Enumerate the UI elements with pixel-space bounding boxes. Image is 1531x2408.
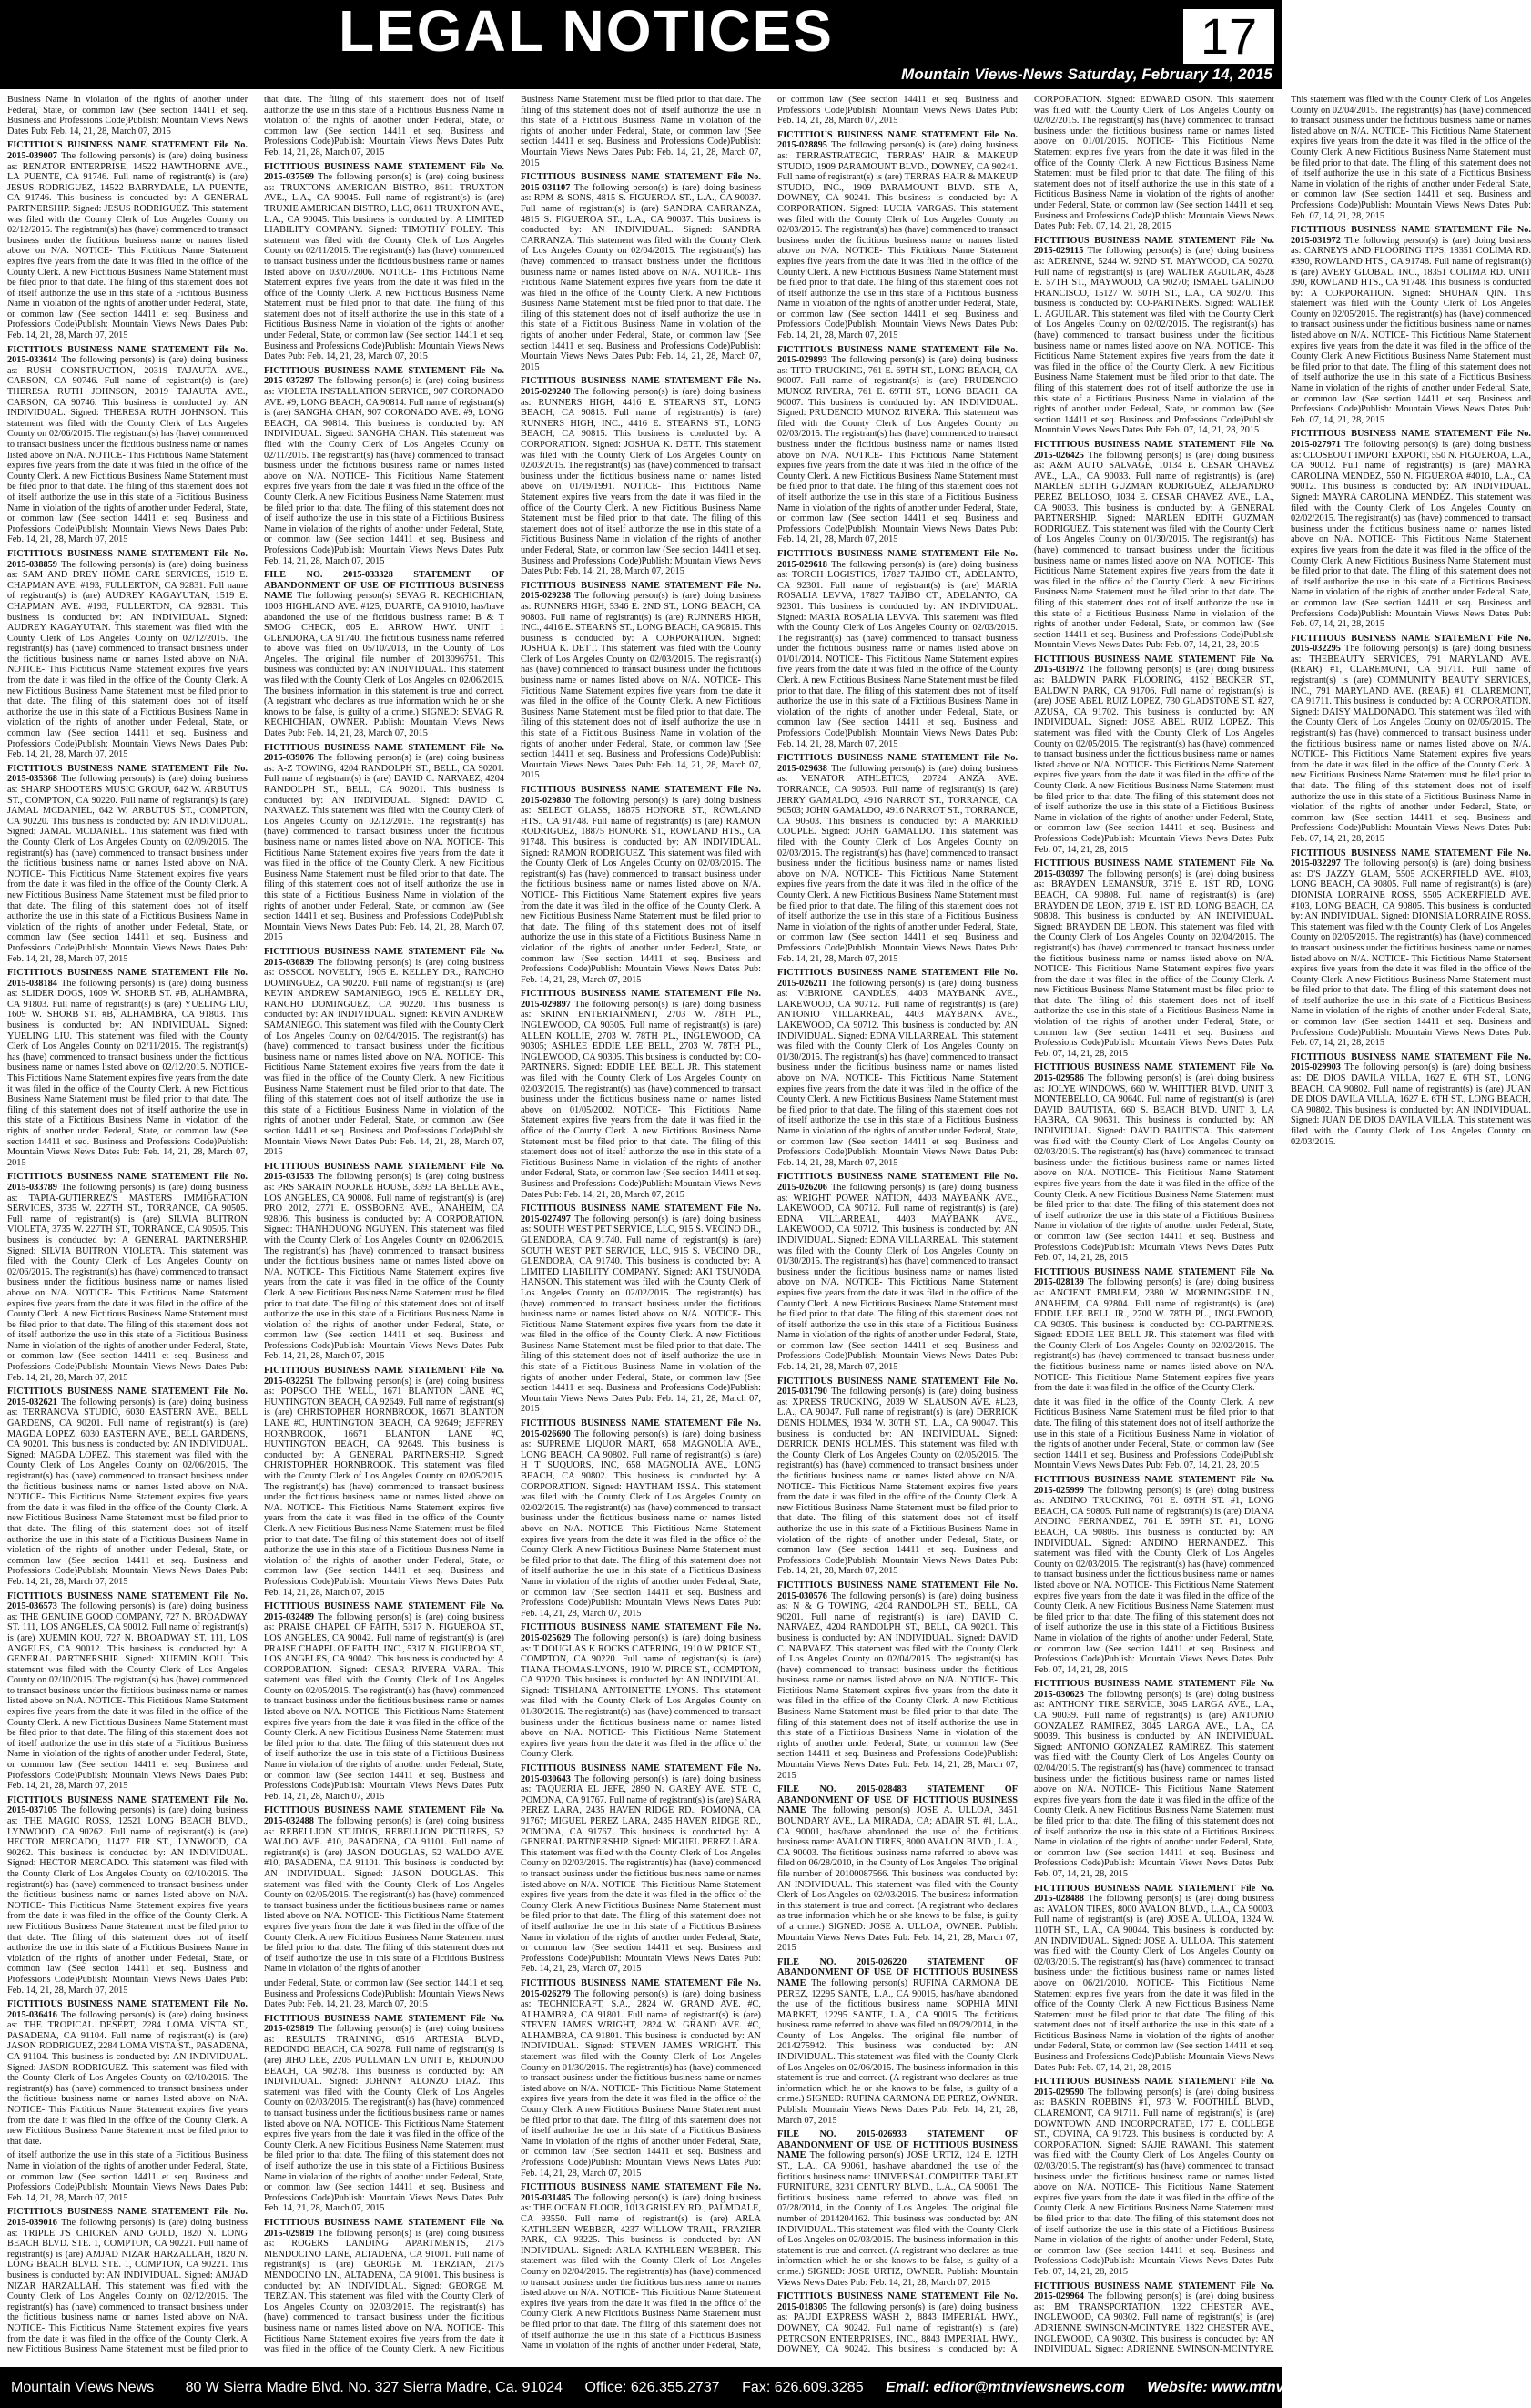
notice-heading: FICTITIOUS BUSINESS NAME STATEMENT File No. 2015-026211 [777, 968, 1018, 989]
notice-text [7, 1172, 248, 1383]
notice-heading: FICTITIOUS BUSINESS NAME STATEMENT File No. 2015-026206 [777, 1172, 1018, 1193]
notice-heading: FICTITIOUS BUSINESS NAME STATEMENT File No. 2015-028139 [1034, 1266, 1274, 1288]
notice-text [1034, 655, 1274, 855]
legal-notice [777, 1172, 1018, 1372]
notice-body: The following person(s) is (are) doing business as: SUPREME LIQUOR MART, 658 MAGNOLIA AVE., LONG BEACH, CA 90802. Full name of registrant(s) is (are) H T SUQUORS, INC, 658 MAGNOLIA AVE., LONG BEACH, CA 90802. This business is conducted by: A CORPORATION. Signed: HAYTHAM ISSA. This statement was filed with the County Clerk of Los Angeles County on 02/02/2015. The registrant(s) has (have) commenced to transact business under the fictitious business name or names listed above on N/A. NOTICE- This Fictitious Name Statement expires five years from the date it was filed in the office of the County Clerk. A new Fictitious Business Name Statement must be filed prior to that date. The filing of this statement does not of itself authorize the use in this state of a Fictitious Business Name in violation of the rights of another under Federal, State, or common law (See section 14411 et seq. Business and Professions Code)Publish: Mountain Views News Dates Pub: Feb. 14, 21, 28, March 07, 2015 [521, 1428, 761, 1619]
legal-notice [264, 1601, 504, 1802]
notice-heading: FICTITIOUS BUSINESS NAME STATEMENT File No. 2015-026279 [521, 1977, 761, 1999]
notice-heading: FICTITIOUS BUSINESS NAME STATEMENT File No. 2015-033789 [7, 1172, 248, 1193]
notice-text [777, 1580, 1018, 1781]
notice-text [264, 366, 504, 566]
legal-notice [521, 172, 761, 372]
notice-text [521, 785, 761, 985]
footer-office-phone: Office: 626.355.2737 [584, 2380, 720, 2395]
notice-heading: FICTITIOUS BUSINESS NAME STATEMENT File No. 2015-026690 [521, 1418, 761, 1439]
notice-heading: FICTITIOUS BUSINESS NAME STATEMENT File No. 2015-031485 [521, 2182, 761, 2203]
legal-notice [1291, 1052, 1531, 1147]
notice-body: Business Name in violation of the rights of another under Federal, State, or common law (See section 14411 et seq. Business and Professions Code)Publish: Mountain Views News Dates Pub: Feb. 14, 21, 28, March 07, 2015 [7, 95, 248, 137]
legal-notice [7, 140, 248, 340]
notice-body: The following person(s) is (are) doing business as: ROGERS LANDING APARTMENTS, 2175 MENDOCINO LANE, ALTADENA, CA 91001. Full name of registrant(s) is (are) GEORGE M. TERZIAN, 2175 MENDOCINO LN., ALTADENA, CA 91001. This business is conducted by: AN INDIVIDUAL. Signed: GEORGE M. TERZIAN. This statement was filed with the County Clerk of Los Angeles County on 02/03/2015. The registrant(s) has (have) commenced to transact business under the fictitious business name or names listed above on N/A. NOTICE- This Fictitious Name Statement expires five years from the date it was filed in the office of the County Clerk. A new Fictitious Business Name Statement must be filed prior to that date. The filing of this statement does not of itself authorize the use in this state of a Fictitious Business Name in violation of the rights of another under Federal, State, or common law (See section 14411 et seq. Business and Professions Code)Publish: Mountain Views News Dates Pub: Feb. 14, 21, 28, March 07, 2015 [264, 95, 761, 2355]
notice-body: The following person(s) is (are) doing business as: VENATOR ATHLETICS, 20724 ANZA AVE. TORRANCE, CA 90503. Full name of registrant(s) is (are) JERRY GAMALDO, 4916 NARROT ST., TORRANCE, CA 90503; JOHN GAMALDO, 4916 NARROT ST., TORRANCE, CA 90503. This business is conducted by: A MARRIED COUPLE. Signed: JOHN GAMALDO. This statement was filed with the County Clerk of Los Angeles County on 02/03/2015. The registrant(s) has (have) commenced to transact business under the fictitious business name or names listed above on N/A. NOTICE- This Fictitious Name Statement expires five years from the date it was filed in the office of the County Clerk. A new Fictitious Business Name Statement must be filed prior to that date. The filing of this statement does not of itself authorize the use in this state of a Fictitious Business Name in violation of the rights of another under Federal, State, or common law (See section 14411 et seq. Business and Professions Code)Publish: Mountain Views News Dates Pub: Feb. 14, 21, 28, March 07, 2015 [777, 763, 1018, 964]
notice-body: The following person(s) is (are) doing business as: ANCIENT EMBLEM, 2380 W. MORNINGSIDE LN., ANAHEIM, CA 92804. Full name of registrant(s) is (are) EDDIE LEE BELL JR., 2700 W. 78TH PL., INGLEWOOD, CA 90305. This business is conducted by: CO-PARTNERS. Signed: EDDIE LEE BELL JR. This statement was filed with the County Clerk of Los Angeles County on 02/02/2015. The registrant(s) has (have) commenced to transact business under the fictitious business name or names listed above on N/A. NOTICE- This Fictitious Name Statement expires five years from the date it was filed in the office of the County Clerk. [1034, 1277, 1274, 1394]
notice-text [1291, 1052, 1531, 1147]
notice-heading: FICTITIOUS BUSINESS NAME STATEMENT File No. 2015-018305 [777, 2291, 1018, 2312]
notice-body: The following person(s) is (are) doing business as: AVALON TIRES, 8000 AVALON BLVD., L.A., CA 90003. Full name of registrant(s) is (are) JOSE A. ULLOA, 1324 W. 110TH ST., L.A., CA 90044. This business is conducted by: AN INDIVIDUAL. Signed: JOSE A. ULLOA. This statement was filed with the County Clerk of Los Angeles County on 02/03/2015. The registrant(s) has (have) commenced to transact business under the fictitious business name or names listed above on 06/21/2010. NOTICE- This Fictitious Name Statement expires five years from the date it was filed in the office of the County Clerk. A new Fictitious Business Name Statement must be filed prior to that date. The filing of this statement does not of itself authorize the use in this state of a Fictitious Business Name in violation of the rights of another under Federal, State, or common law (See section 14411 et seq. Business and Professions Code)Publish: Mountain Views News Dates Pub: Feb. 07, 14, 21, 28, 2015 [1034, 1894, 1274, 2073]
notice-heading: FICTITIOUS BUSINESS NAME STATEMENT File No. 2015-032621 [7, 1387, 248, 1407]
notice-body: The following person(s) is (are) doing business as: ANTHONY TIRE SERVICE, 3045 LARGA AVE., L.A., CA 90039. Full name of registrant(s) is (are) ANTONIO GONZALEZ RAMIREZ, 3045 LARGA AVE., L.A., CA 90039. This business is conducted by: AN INDIVIDUAL. Signed: ANTONIO GONZALEZ RAMIREZ. This statement was filed with the County Clerk of Los Angeles County on 02/04/2015. The registrant(s) has (have) commenced to transact business under the fictitious business name or names listed above on N/A. NOTICE- This Fictitious Name Statement expires five years from the date it was filed in the office of the County Clerk. A new Fictitious Business Name Statement must be filed prior to that date. The filing of this statement does not of itself authorize the use in this state of a Fictitious Business Name in violation of the rights of another under Federal, State, or common law (See section 14411 et seq. Business and Professions Code)Publish: Mountain Views News Dates Pub: Feb. 07, 14, 21, 28, 2015 [1034, 1689, 1274, 1879]
notice-body: The following person(s) is (are) doing business as: A&M AUTO SALVAGE, 10134 E. CESAR CHAVEZ AVE., L.A., CA 90033. Full name of registrant(s) is (are) MARLEN EDITH GUZMAN RODRIGUEZ, ALEJANDRO PEREZ BELLOSO, 1034 E. CESAR CHAVEZ AVE., L.A., CA 90033. This business is conducted by: A GENERAL PARTNERSHIP. Signed: MARLEN EDITH GUZMAN RODRIGUEZ. This statement was filed with the County Clerk of Los Angeles County on 01/30/2015. The registrant(s) has (have) commenced to transact business under the fictitious business name or names listed above on N/A. NOTICE- This Fictitious Name Statement expires five years from the date it was filed in the office of the County Clerk. A new Fictitious Business Name Statement must be filed prior to that date. The filing of this statement does not of itself authorize the use in this state of a Fictitious Business Name in violation of the rights of another under Federal, State, or common law (See section 14411 et seq. Business and Professions Code)Publish: Mountain Views News Dates Pub: Feb. 07, 14, 21, 28, 2015 [1034, 450, 1274, 651]
notice-text [777, 2129, 1018, 2288]
notice-body: The following person(s) is (are) doing business as: THE GENUINE GOOD COMPANY, 727 N. BROADWAY ST. 111, LOS ANGELES, CA 90012. Full name of registrant(s) is (are) XUEMIN KOU, 727 N. BROADWAY ST. 111, LOS ANGELES, CA 90012. This business is conducted by: A GENERAL PARTNERSHIP. Signed: XUEMIN KOU. This statement was filed with the County Clerk of Los Angeles County on 02/10/2015. The registrant(s) has (have) commenced to transact business under the fictitious business name or names listed above on N/A. NOTICE- This Fictitious Name Statement expires five years from the date it was filed in the office of the County Clerk. A new Fictitious Business Name Statement must be filed prior to that date. The filing of this statement does not of itself authorize the use in this state of a Fictitious Business Name in violation of the rights of another under Federal, State, or common law (See section 14411 et seq. Business and Professions Code)Publish: Mountain Views News Dates Pub: Feb. 14, 21, 28, March 07, 2015 [7, 1601, 248, 1792]
notice-text [1291, 848, 1531, 1049]
legal-notice [777, 1377, 1018, 1577]
legal-notice [7, 345, 248, 545]
notice-heading: FICTITIOUS BUSINESS NAME STATEMENT File No. 2015-030643 [521, 1763, 761, 1784]
notice-body: The following person(s) is (are) doing business as: BASKIN ROBBINS #1, 973 W. FOOTHILL BLVD., CLAREMONT, CA 91711. Full name of registrant(s) is (are) DOWNTOWN AND INCORPORATED, 177 E. COLLEGE ST., COVINA, CA 91723. This business is conducted by: A CORPORATION. Signed: SAJIE RAWANI. This statement was filed with the County Clerk of Los Angeles County on 02/03/2015. The registrant(s) has (have) commenced to transact business under the fictitious business name or names listed above on N/A. NOTICE- This Fictitious Name Statement expires five years from the date it was filed in the office of the County Clerk. A new Fictitious Business Name Statement must be filed prior to that date. The filing of this statement does not of itself authorize the use in this state of a Fictitious Business Name in violation of the rights of another under Federal, State, or common law (See section 14411 et seq. Business and Professions Code)Publish: Mountain Views News Dates Pub: Feb. 07, 14, 21, 28, 2015 [1034, 2087, 1274, 2277]
notice-heading: FICTITIOUS BUSINESS NAME STATEMENT File No. 2015-031790 [777, 1376, 1018, 1397]
notice-body: The following person(s) is (are) doing business as: THE TROPICAL DESERT, 2284 LOMA VISTA ST., PASADENA, CA 91104. Full name of registrant(s) is (are) JASON RODRIGUEZ, 2284 LOMA VISTA ST., PASADENA, CA 91104. This business is conducted by: AN INDIVIDUAL. Signed: JASON RODRIGUEZ. This statement was filed with the County Clerk of Los Angeles County on 02/10/2015. The registrant(s) has (have) commenced to transact business under the fictitious business name or names listed above on N/A. NOTICE- This Fictitious Name Statement expires five years from the date it was filed in the office of the County Clerk. A new Fictitious Business Name Statement must be filed prior to that date. [7, 2009, 248, 2147]
notice-heading: FICTITIOUS BUSINESS NAME STATEMENT File No. 2015-037105 [7, 1794, 248, 1816]
notice-body: The following person(s) is (are) doing business as: REBELLION STUDIOS, REBELLION PICTURES, 52 WALDO AVE. #10, PASADENA, CA 91101. Full name of registrant(s) is (are) JASON DOUGLAS, 52 WALDO AVE. #10, PASADENA, CA 91101. This business is conducted by: AN INDIVIDUAL. Signed: JASON DOUGLAS. This statement was filed with the County Clerk of Los Angeles County on 02/05/2015. The registrant(s) has (have) commenced to transact business under the fictitious business name or names listed above on N/A. NOTICE- This Fictitious Name Statement expires five years from the date it was filed in the office of the County Clerk. A new Fictitious Business Name Statement must be filed prior to that date. The filing of this statement does not of itself authorize the use in this state of a Fictitious Business Name in violation of the rights of another [264, 1816, 504, 1975]
notice-body: The following person(s) is (are) doing business as: N & G TOWING, 4204 RANDOLPH ST., BELL, CA 90201. Full name of registrant(s) is (are) DAVID C. NARVAEZ, 4204 RANDOLPH ST., BELL, CA 90201. This business is conducted by: AN INDIVIDUAL. Signed: DAVID C. NARVAEZ. This statement was filed with the County Clerk of Los Angeles County on 02/04/2015. The registrant(s) has (have) commenced to transact business under the fictitious business name or names listed above on N/A. NOTICE- This Fictitious Name Statement expires five years from the date it was filed in the office of the County Clerk. A new Fictitious Business Name Statement must be filed prior to that date. The filing of this statement does not of itself authorize the use in this state of a Fictitious Business Name in violation of the rights of another under Federal, State, or common law (See section 14411 et seq. Business and Professions Code)Publish: Mountain Views News Dates Pub: Feb. 14, 21, 28, March 07, 2015 [777, 1590, 1018, 1781]
notice-text [1034, 236, 1274, 436]
notice-text [264, 570, 504, 739]
notice-text [777, 753, 1018, 964]
notice-body: of itself authorize the use in this state of a Fictitious Business Name in violation of the rights of another under Federal, State, or common law (See section 14411 et seq. Business and Professions Code)Publish: Mountain Views News Dates Pub: Feb. 14, 21, 28, March 07, 2015 [7, 2150, 248, 2203]
notice-text [264, 743, 504, 943]
notice-heading: FILE NO. 2015-033328 STATEMENT OF ABANDONMENT OF USE OF FICTITIOUS BUSINESS NAME [264, 570, 504, 602]
notice-body: The following person(s) is (are) doing business as: POPSOO THE WELL, 1671 BLANTON LANE #C, HUNTINGTON BEACH, CA 92649. Full name of registrant(s) is (are) CHRISTOPHER HORNBROOK, 16671 BLANTON LANE #C, HUNTINGTON BEACH, CA 92649; JEFFREY HORNBROOK, 16671 BLANTON LANE #C, HUNTINGTON BEACH, CA 92649. This business is conducted by: A GENERAL PARTNERSHIP. Signed: CHRISTOPHER HORNBROOK. This statement was filed with the County Clerk of Los Angeles County on 02/05/2015. The registrant(s) has (have) commenced to transact business under the fictitious business name or names listed above on N/A. NOTICE- This Fictitious Name Statement expires five years from the date it was filed in the office of the County Clerk. A new Fictitious Business Name Statement must be filed prior to that date. The filing of this statement does not of itself authorize the use in this state of a Fictitious Business Name in violation of the rights of another under Federal, State, or common law (See section 14411 et seq. Business and Professions Code)Publish: Mountain Views News Dates Pub: Feb. 14, 21, 28, March 07, 2015 [264, 1376, 504, 1598]
notice-heading: FICTITIOUS BUSINESS NAME STATEMENT File No. 2015-028488 [1034, 1883, 1274, 1905]
notice-text [521, 1622, 761, 1760]
footer-website[interactable]: Website: www.mtnviewsnews.com [1147, 2380, 1386, 2395]
notice-body: The following person(s) is (are) doing business as: BRAYDEN LEMANSUR, 3719 E. 1ST RD, LONG BEACH, CA 90808. Full name of registrant(s) is (are) BRAYDEN DE LEON, 3719 E. 1ST RD, LONG BEACH, CA 90808. This business is conducted by: AN INDIVIDUAL. Signed: BRAYDEN DE LEON. This statement was filed with the County Clerk of Los Angeles County on 02/04/2015. The registrant(s) has (have) commenced to transact business under the fictitious business name or names listed above on N/A. NOTICE- This Fictitious Name Statement expires five years from the date it was filed in the office of the County Clerk. A new Fictitious Business Name Statement must be filed prior to that date. The filing of this statement does not of itself authorize the use in this state of a Fictitious Business Name in violation of the rights of another under Federal, State, or common law (See section 14411 et seq. Business and Professions Code)Publish: Mountain Views News Dates Pub: Feb. 07, 14, 21, 28, 2015 [1034, 869, 1274, 1059]
notice-heading: FICTITIOUS BUSINESS NAME STATEMENT File No. 2015-029964 [1034, 2281, 1274, 2302]
notice-body: The following person(s) is (are) doing business as: ANDINO TRUCKING, 761 E. 69TH ST. #1, LONG BEACH, CA 90805. Full name of registrant(s) is (are) DIANA ANDINO FERNANDEZ, 761 E. 69TH ST. #1, LONG BEACH, CA 90805. This business is conducted by: AN INDIVIDUAL. Signed: ANDINO HERNANDEZ. This statement was filed with the County Clerk of Los Angeles County on 02/03/2015. The registrant(s) has (have) commenced to transact business under the fictitious business name or names listed above on N/A. NOTICE- This Fictitious Name Statement expires five years from the date it was filed in the office of the County Clerk. A new Fictitious Business Name Statement must be filed prior to that date. The filing of this statement does not of itself authorize the use in this state of a Fictitious Business Name in violation of the rights of another under Federal, State, or common law (See section 14411 et seq. Business and Professions Code)Publish: Mountain Views News Dates Pub: Feb. 07, 14, 21, 28, 2015 [1034, 1485, 1274, 1675]
notice-heading: FICTITIOUS BUSINESS NAME STATEMENT File No. 2015-032295 [1291, 633, 1531, 655]
notice-body: The following person(s) is (are) doing business as: XPRESS TRUCKING, 2039 W. SLAUSON AVE. #L23, L.A., CA 90047. Full name of registrant(s) is (are) DERRICK DENIS HOLMES, 1934 W. 30TH ST., L.A., CA 90047. This business is conducted by: AN INDIVIDUAL. Signed: DERRICK DENIS HOLMES. This statement was filed with the County Clerk of Los Angeles County on 02/05/2015. The registrant(s) has (have) commenced to transact business under the fictitious business name or names listed above on N/A. NOTICE- This Fictitious Name Statement expires five years from the date it was filed in the office of the County Clerk. A new Fictitious Business Name Statement must be filed prior to that date. The filing of this statement does not of itself authorize the use in this state of a Fictitious Business Name in violation of the rights of another under Federal, State, or common law (See section 14411 et seq. Business and Professions Code)Publish: Mountain Views News Dates Pub: Feb. 14, 21, 28, March 07, 2015 [777, 1387, 1018, 1577]
notice-body: The following person(s) is (are) doing business as: CARNEYS AND FLOORING TIPS, 18351 COLIMA RD. #390, ROWLAND HTS., CA 91748. Full name of registrant(s) is (are) AVERY GLOBAL, INC., 18351 COLIMA RD. UNIT 390, ROWLAND HTS., CA 91748. This business is conducted by: A CORPORATION. Signed: SHUHAN QIN. This statement was filed with the County Clerk of Los Angeles County on 02/05/2015. The registrant(s) has (have) commenced to transact business under the fictitious business name or names listed above on N/A. NOTICE- This Fictitious Name Statement expires five years from the date it was filed in the office of the County Clerk. A new Fictitious Business Name Statement must be filed prior to that date. The filing of this statement does not of itself authorize the use in this state of a Fictitious Business Name in violation of the rights of another under Federal, State, or common law (See section 14411 et seq. Business and Professions Code)Publish: Mountain Views News Dates Pub: Feb. 07, 14, 21, 28, 2015 [1291, 235, 1531, 425]
legal-notice [7, 1387, 248, 1587]
notice-text [1291, 429, 1531, 629]
notice-text [1291, 225, 1531, 425]
legal-notice [777, 130, 1018, 341]
legal-notice [1291, 848, 1531, 1049]
notice-heading: FICTITIOUS BUSINESS NAME STATEMENT File No. 2015-029893 [777, 344, 1018, 366]
notice-body: The following person(s) RUFINA CARMONA DE PEREZ, 12295 SANTE, L.A., CA 90015, has/have abandoned the use of the fictitious business name: SOPHIA MINI MARKET, 12295 SANTE, L.A., CA 90015. The fictitious business name referred to above was filed on 09/29/2014, in the County of Los Angeles. The original file number of 2014275942. This business was conducted by: AN INDIVIDUAL. This statement was filed with the County Clerk of Los Angeles on 02/06/2015. The business information in this statement is true and correct. (A registrant who declares as true information which he or she knows to be false, is guilty of a crime.) SIGNED: RUFINA CARMONA DE PEREZ, OWNER. Publish: Mountain Views News Dates Pub: Feb. 14, 21, 28, March 07, 2015 [777, 1977, 1019, 2126]
notice-heading: FICTITIOUS BUSINESS NAME STATEMENT File No. 2015-031107 [521, 172, 761, 193]
notice-heading: FICTITIOUS BUSINESS NAME STATEMENT File No. 2015-036416 [7, 1999, 248, 2020]
legal-notice [264, 366, 504, 566]
notice-heading: FICTITIOUS BUSINESS NAME STATEMENT File No. 2015-029590 [1034, 2077, 1274, 2098]
notice-heading: FICTITIOUS BUSINESS NAME STATEMENT File No. 2015-033614 [7, 344, 248, 366]
notice-body: The following person(s) is (are) doing business as: SAM AND DREY HOME CARE SERVICES, 1519 E. CHAPMAN AVE. #193, FULLERTON, CA 92831. Full name of registrant(s) is (are) AUDREY KAGAYUTAN, 1519 E. CHAPMAN AVE. #193, FULLERTON, CA 92831. This business is conducted by: AN INDIVIDUAL. Signed: AUDREY KAGAYUTAN. This statement was filed with the County Clerk of Los Angeles County on 02/12/2015. The registrant(s) has (have) commenced to transact business under the fictitious business name or names listed above on N/A. NOTICE- This Fictitious Name Statement expires five years from the date it was filed in the office of the County Clerk. A new Fictitious Business Name Statement must be filed prior to that date. The filing of this statement does not of itself authorize the use in this state of a Fictitious Business Name in violation of the rights of another under Federal, State, or common law (See section 14411 et seq. Business and Professions Code)Publish: Mountain Views News Dates Pub: Feb. 14, 21, 28, March 07, 2015 [7, 559, 248, 760]
legal-notice [1291, 634, 1531, 845]
notice-text [7, 764, 248, 964]
footer-bar [0, 2367, 1386, 2408]
notice-heading: FICTITIOUS BUSINESS NAME STATEMENT File No. 2015-030397 [1034, 859, 1274, 879]
legal-notice [521, 1622, 761, 1760]
notice-body: The following person(s) SEVAG R. KECHICHIAN, 1003 HIGHLAND AVE. #125, DUARTE, CA 91010, has/have abandoned the use of the fictitious business name: B & T SMOG CHECK, 605 E. ARROW HWY. UNIT 1 GLENDORA, CA 91740. The fictitious business name referred to above was filed on 05/10/2013, in the County of Los Angeles. The original file number of 2013096751. This business was conducted by: AN INDIVIDUAL. This statement was filed with the County Clerk of Los Angeles on 02/06/2015. The business information in this statement is true and correct. (A registrant who declares as true information which he or she knows to be false, is guilty of a crime.) SIGNED: SEVAG R. KECHICHIAN, OWNER. Publish: Mountain Views News Dates Pub: Feb. 14, 21, 28, March 07, 2015 [264, 591, 504, 739]
notice-columns [7, 95, 1531, 2362]
notice-body: The following person(s) is (are) doing business as: T DOUGLAS K ROCKS CATERING, 1910 W. PRICE ST., COMPTON, CA 90220. Full name of registrant(s) is (are) TIANA THOMAS-LYONS, 1910 W. PIRCE ST., COMPTON, CA 90220. This business is conducted by: AN INDIVIDUAL. Signed: TISHIANA ANTOINETTE LYONS. This statement was filed with the County Clerk of Los Angeles County on 01/30/2015. The registrant(s) has (have) commenced to transact business under the fictitious business name or names listed above on N/A. NOTICE- This Fictitious Name Statement expires five years from the date it was filed in the office of the County Clerk. [521, 1632, 761, 1760]
notice-heading: FICTITIOUS BUSINESS NAME STATEMENT File No. 2015-038859 [7, 548, 248, 570]
notice-body: The following person(s) is (are) doing business as: D'S JAZZY GLAM, 5505 ACKERFIELD AVE. #103, LONG BEACH, CA 90805. Full name of registrant(s) is (are) DIONISIA LORRAINE ROSS, 5505 ACKERFIELD AVE. #103, LONG BEACH, CA 90805. This business is conducted by: AN INDIVIDUAL. Signed: DIONISIA LORRAINE ROSS. This statement was filed with the County Clerk of Los Angeles County on 02/05/2015. The registrant(s) has (have) commenced to transact business under the fictitious business name or names listed above on N/A. NOTICE- This Fictitious Name Statement expires five years from the date it was filed in the office of the County Clerk. A new Fictitious Business Name Statement must be filed prior to that date. The filing of this statement does not of itself authorize the use in this state of a Fictitious Business Name in violation of the rights of another under Federal, State, or common law (See section 14411 et seq. Business and Professions Code)Publish: Mountain Views News Dates Pub: Feb. 07, 14, 21, 28, 2015 [1291, 859, 1531, 1049]
notice-body: The following person(s) is (are) doing business as: VIOLETA INSTALLATION SERVICE, 907 CORONADO AVE. #9, LONG BEACH, CA 90814. Full name of registrant(s) is (are) SANGHA CHAN, 907 CORONADO AVE. #9, LONG BEACH, CA 90814. This business is conducted by: AN INDIVIDUAL. Signed: SANGHA CHAN. This statement was filed with the County Clerk of Los Angeles County on 02/11/2015. The registrant(s) has (have) commenced to transact business under the fictitious business name or names listed above on N/A. NOTICE- This Fictitious Name Statement expires five years from the date it was filed in the office of the County Clerk. A new Fictitious Business Name Statement must be filed prior to that date. The filing of this statement does not of itself authorize the use in this state of a Fictitious Business Name in violation of the rights of another under Federal, State, or common law (See section 14411 et seq. Business and Professions Code)Publish: Mountain Views News Dates Pub: Feb. 14, 21, 28, March 07, 2015 [264, 376, 504, 566]
legal-notice [777, 2129, 1018, 2288]
notice-text [7, 95, 248, 137]
notice-heading: FICTITIOUS BUSINESS NAME STATEMENT File No. 2015-032488 [264, 1805, 504, 1826]
notice-body: The following person(s) is (are) doing business as: TERRASTRATEGIC, TERRAS' HAIR & MAKEUP STUDIO, 1909 PARAMOUNT BLVD., DOWNEY, CA 90241. Full name of registrant(s) is (are) TERRAS HAIR & MAKEUP STUDIO, INC., 1909 PARAMOUNT BLVD. STE A, DOWNEY, CA 90241. This business is conducted by: A CORPORATION. Signed: LUCIA VARGAS. This statement was filed with the County Clerk of Los Angeles County on 02/03/2015. The registrant(s) has (have) commenced to transact business under the fictitious business name or names listed above on N/A. NOTICE- This Fictitious Name Statement expires five years from the date it was filed in the office of the County Clerk. A new Fictitious Business Name Statement must be filed prior to that date. The filing of this statement does not of itself authorize the use in this state of a Fictitious Business Name in violation of the rights of another under Federal, State, or common law (See section 14411 et seq. Business and Professions Code)Publish: Mountain Views News Dates Pub: Feb. 14, 21, 28, March 07, 2015 [777, 140, 1018, 341]
notice-body: The following person(s) is (are) doing business as: RPM & SONS, 4815 S. FIGUEROA ST., L.A., CA 90037. Full name of registrant(s) is (are) SANDRA CARRANZA, 4815 S. FIGUEROA ST., L.A., CA 90037. This business is conducted by: AN INDIVIDUAL. Signed: SANDRA CARRANZA. This statement was filed with the County Clerk of Los Angeles County on 02/04/2015. The registrant(s) has (have) commenced to transact business under the fictitious business name or names listed above on N/A. NOTICE- This Fictitious Name Statement expires five years from the date it was filed in the office of the County Clerk. A new Fictitious Business Name Statement must be filed prior to that date. The filing of this statement does not of itself authorize the use in this state of a Fictitious Business Name in violation of the rights of another under Federal, State, or common law (See section 14411 et seq. Business and Professions Code)Publish: Mountain Views News Dates Pub: Feb. 14, 21, 28, March 07, 2015 [521, 182, 761, 372]
notice-text [264, 1978, 504, 2010]
legal-notice [521, 989, 761, 1200]
notice-text [7, 1591, 248, 1792]
page-number: 17 [1183, 9, 1274, 64]
notice-text [264, 947, 504, 1158]
legal-notice [521, 785, 761, 985]
notice-body: The following person(s) is (are) doing business as: JOLYE WINDOWS, 660 W. WHITTIER BLVD. UNIT 3, MONTEBELLO, CA 90640. Full name of registrant(s) is (are) DAVID BAUTISTA, 660 S. BEACH BLVD. UNIT 3, LA HABRA, CA 90631. This business is conducted by: AN INDIVIDUAL. Signed: DAVID BAUTISTA. This statement was filed with the County Clerk of Los Angeles County on 02/03/2015. The registrant(s) has (have) commenced to transact business under the fictitious business name or names listed above on N/A. NOTICE- This Fictitious Name Statement expires five years from the date it was filed in the office of the County Clerk. A new Fictitious Business Name Statement must be filed prior to that date. The filing of this statement does not of itself authorize the use in this state of a Fictitious Business Name in violation of the rights of another under Federal, State, or common law (See section 14411 et seq. Business and Professions Code)Publish: Mountain Views News Dates Pub: Feb. 07, 14, 21, 28, 2015 [1034, 1073, 1274, 1264]
notice-body: The following person(s) is (are) doing business as: RENATOR ENTERPRISE, 14522 HAWTHORNE AVE., LA PUENTE, CA 91746. Full name of registrant(s) is (are) JESUS RODRIGUEZ, 14522 BARRYDALE, LA PUENTE, CA 91746. This business is conducted by: A GENERAL PARTNERSHIP. Signed: JESUS RODRIGUEZ. This statement was filed with the County Clerk of Los Angeles County on 02/12/2015. The registrant(s) has (have) commenced to transact business under the fictitious business name or names listed above on N/A. NOTICE- This Fictitious Name Statement expires five years from the date it was filed in the office of the County Clerk. A new Fictitious Business Name Statement must be filed prior to that date. The filing of this statement does not of itself authorize the use in this state of a Fictitious Business Name in violation of the rights of another under Federal, State, or common law (See section 14411 et seq. Business and Professions Code)Publish: Mountain Views News Dates Pub: Feb. 14, 21, 28, March 07, 2015 [7, 150, 248, 341]
notice-body: date it was filed in the office of the County Clerk. A new Fictitious Business Name Statement must be filed prior to that date. The filing of this statement does not of itself authorize the use in this state of a Fictitious Business Name in violation of the rights of another under Federal, State, or common law (See section 14411 et seq. Business and Professions Code)Publish: Mountain Views News Dates Pub: Feb. 07, 14, 21, 28, 2015 [1034, 1397, 1274, 1471]
notice-heading: FICTITIOUS BUSINESS NAME STATEMENT File No. 2015-030623 [1034, 1679, 1274, 1700]
notice-heading: FICTITIOUS BUSINESS NAME STATEMENT File No. 2015-038184 [7, 968, 248, 989]
notice-text [521, 581, 761, 781]
notice-body: The following person(s) is (are) doing business as: THE MAGIC ROSS, 12521 LONG BEACH BLVD., LYNWOOD, CA 90262. Full name of registrant(s) is (are) HECTOR MERCADO, 11477 FIR ST., LYNWOOD, CA 90262. This business is conducted by: AN INDIVIDUAL. Signed: HECTOR MERCADO. This statement was filed with the County Clerk of Los Angeles County on 02/10/2015. The registrant(s) has (have) commenced to transact business under the fictitious business name or names listed above on N/A. NOTICE- This Fictitious Name Statement expires five years from the date it was filed in the office of the County Clerk. A new Fictitious Business Name Statement must be filed prior to that date. The filing of this statement does not of itself authorize the use in this state of a Fictitious Business Name in violation of the rights of another under Federal, State, or common law (See section 14411 et seq. Business and Professions Code)Publish: Mountain Views News Dates Pub: Feb. 14, 21, 28, March 07, 2015 [7, 1805, 248, 1996]
notice-heading: FICTITIOUS BUSINESS NAME STATEMENT File No. 2015-039007 [7, 140, 248, 161]
notice-text [1034, 859, 1274, 1059]
notice-text [1034, 1267, 1274, 1394]
notice-text [264, 1366, 504, 1598]
notice-body: The following person(s) is (are) doing business as: A-Z TOWING, 4204 RANDOLPH ST., BELL, CA 90201. Full name of registrant(s) is (are) DAVID C. NARVAEZ, 4204 RANDOLPH ST., BELL, CA 90201. This business is conducted by: AN INDIVIDUAL. Signed: DAVID C. NARVAEZ. This statement was filed with the County Clerk of Los Angeles County on 02/12/2015. The registrant(s) has (have) commenced to transact business under the fictitious business name or names listed above on N/A. NOTICE- This Fictitious Name Statement expires five years from the date it was filed in the office of the County Clerk. A new Fictitious Business Name Statement must be filed prior to that date. The filing of this statement does not of itself authorize the use in this state of a Fictitious Business Name in violation of the rights of another under Federal, State, or common law (See section 14411 et seq. Business and Professions Code)Publish: Mountain Views News Dates Pub: Feb. 14, 21, 28, March 07, 2015 [264, 753, 504, 943]
notice-heading: FICTITIOUS BUSINESS NAME STATEMENT File No. 2015-039016 [7, 2207, 248, 2228]
notice-body: The following person(s) is (are) doing business as: BALDWIN PARK FLOORING, 4152 BECKER ST., BALDWIN PARK, CA 91706. Full name of registrant(s) is (are) JOSE ABEL RUIZ LOPEZ, 730 GLADSTONE ST. #27, AZUSA, CA 91702. This business is conducted by: AN INDIVIDUAL. Signed: JOSE ABEL RUIZ LOPEZ. This statement was filed with the County Clerk of Los Angeles County on 02/05/2015. The registrant(s) has (have) commenced to transact business under the fictitious business name or names listed above on N/A. NOTICE- This Fictitious Name Statement expires five years from the date it was filed in the office of the County Clerk. A new Fictitious Business Name Statement must be filed prior to that date. The filing of this statement does not of itself authorize the use in this state of a Fictitious Business Name in violation of the rights of another under Federal, State, or common law (See section 14411 et seq. Business and Professions Code)Publish: Mountain Views News Dates Pub: Feb. 07, 14, 21, 28, 2015 [1034, 665, 1274, 855]
notice-body: The following person(s) is (are) doing business as: SHARP SHOOTERS MUSIC GROUP, 642 W. ARBUTUS ST., COMPTON, CA 90220. Full name of registrant(s) is (are) JAMAL MCDANIEL, 642 W. ARBUTUS ST., COMPTON, CA 90220. This business is conducted by: AN INDIVIDUAL. Signed: JAMAL MCDANIEL. This statement was filed with the County Clerk of Los Angeles County on 02/09/2015. The registrant(s) has (have) commenced to transact business under the fictitious business name or names listed above on N/A. NOTICE- This Fictitious Name Statement expires five years from the date it was filed in the office of the County Clerk. A new Fictitious Business Name Statement must be filed prior to that date. The filing of this statement does not of itself authorize the use in this state of a Fictitious Business Name in violation of the rights of another under Federal, State, or common law (See section 14411 et seq. Business and Professions Code)Publish: Mountain Views News Dates Pub: Feb. 14, 21, 28, March 07, 2015 [7, 774, 248, 964]
footer-publication: Mountain Views News [11, 2380, 155, 2395]
masthead [0, 0, 1282, 89]
legal-notice [7, 95, 248, 137]
notice-heading: FILE NO. 2015-026933 STATEMENT OF ABANDONMENT OF USE OF FICTITIOUS BUSINESS NAME [777, 2129, 1018, 2161]
notice-heading: FICTITIOUS BUSINESS NAME STATEMENT File No. 2015-032489 [264, 1601, 504, 1622]
notice-text [264, 1805, 504, 1975]
legal-notice [7, 1795, 248, 1996]
notice-heading: FICTITIOUS BUSINESS NAME STATEMENT File No. 2015-031972 [1291, 225, 1531, 246]
notice-heading: FILE NO. 2015-028483 STATEMENT OF ABANDONMENT OF USE OF FICTITIOUS BUSINESS NAME [777, 1784, 1018, 1816]
notice-text [7, 1795, 248, 1996]
notice-body: The following person(s) is (are) doing business as: VIBRIONE CANDLES, 4403 MAYBANK AVE., LAKEWOOD, CA 90712. Full name of registrant(s) is (are) ANTONIO VILLARREAL, 4403 MAYBANK AVE., LAKEWOOD, CA 90712. This business is conducted by: AN INDIVIDUAL. Signed: EDNA VILLARREAL. This statement was filed with the County Clerk of Los Angeles County on 01/30/2015. The registrant(s) has (have) commenced to transact business under the fictitious business name or names listed above on N/A. NOTICE- This Fictitious Name Statement expires five years from the date it was filed in the office of the County Clerk. A new Fictitious Business Name Statement must be filed prior to that date. The filing of this statement does not of itself authorize the use in this state of a Fictitious Business Name in violation of the rights of another under Federal, State, or common law (See section 14411 et seq. Business and Professions Code)Publish: Mountain Views News Dates Pub: Feb. 14, 21, 28, March 07, 2015 [777, 978, 1018, 1168]
notice-text [7, 2150, 248, 2203]
footer-email[interactable]: Email: editor@mtnviewsnews.com [886, 2380, 1125, 2395]
notice-heading: FICTITIOUS BUSINESS NAME STATEMENT File No. 2015-025629 [521, 1622, 761, 1643]
notice-text [521, 1418, 761, 1619]
legal-notice [1291, 429, 1531, 629]
legal-notice [1034, 859, 1274, 1059]
notice-text [1034, 1397, 1274, 1471]
notice-heading: FICTITIOUS BUSINESS NAME STATEMENT File No. 2015-029638 [777, 753, 1018, 774]
notice-body: The following person(s) is (are) doing business as: CLOSEOUT IMPORT EXPORT, 550 N. FIGUEROA, L.A., CA 90012. Full name of registrant(s) is (are) MAYRA CAROLINA MENDEZ, 550 N. FIGUEROA #4010, L.A., CA 90012. This business is conducted by: AN INDIVIDUAL. Signed: MAYRA CAROLINA MENDEZ. This statement was filed with the County Clerk of Los Angeles County on 02/02/2015. The registrant(s) has (have) commenced to transact business under the fictitious business name or names listed above on N/A. NOTICE- This Fictitious Name Statement expires five years from the date it was filed in the office of the County Clerk. A new Fictitious Business Name Statement must be filed prior to that date. The filing of this statement does not of itself authorize the use in this state of a Fictitious Business Name in violation of the rights of another under Federal, State, or common law (See section 14411 et seq. Business and Professions Code)Publish: Mountain Views News Dates Pub: Feb. 07, 14, 21, 28, 2015 [1291, 440, 1531, 630]
legal-notice [777, 549, 1018, 749]
notice-text [777, 1172, 1018, 1372]
legal-notice [521, 376, 761, 576]
legal-notice [264, 1978, 504, 2010]
publication-dateline: Mountain Views-News Saturday, February 14, 2015 [901, 66, 1272, 83]
notice-body: The following person(s) is (are) doing business as: TECHNICRAFT, S.A., 2824 W. GRAND AVE. #C, ALHAMBRA, CA 91801. Full name of registrant(s) is (are) STEVEN JAMES WRIGHT, 2824 W. GRAND AVE. #C, ALHAMBRA, CA 91801. This business is conducted by: AN INDIVIDUAL. Signed: STEVEN JAMES WRIGHT. This statement was filed with the County Clerk of Los Angeles County on 01/30/2015. The registrant(s) has (have) commenced to transact business under the fictitious business name or names listed above on N/A. NOTICE- This Fictitious Name Statement expires five years from the date it was filed in the office of the County Clerk. A new Fictitious Business Name Statement must be filed prior to that date. The filing of this statement does not of itself authorize the use in this state of a Fictitious Business Name in violation of the rights of another under Federal, State, or common law (See section 14411 et seq. Business and Professions Code)Publish: Mountain Views News Dates Pub: Feb. 14, 21, 28, March 07, 2015 [521, 1988, 761, 2179]
legal-notice [1034, 1679, 1274, 1879]
legal-notice [7, 1999, 248, 2147]
notice-text [1034, 2077, 1274, 2277]
notice-body: The following person(s) is (are) doing business as: ADRENNE, 5244 W. 92ND ST. MAYWOOD, CA 90270. Full name of registrant(s) is (are) WALTER AGUILAR, 4528 E. 57TH ST., MAYWOOD, CA 90270; ISMAEL GALINDO FRANCISCO, 15127 W. 50TH ST., L.A., CA 90270. This business is conducted by: CO-PARTNERS. Signed: WALTER L. AGUILAR. This statement was filed with the County Clerk of Los Angeles County on 02/02/2015. The registrant(s) has (have) commenced to transact business under the fictitious business name or names listed above on N/A. NOTICE- This Fictitious Name Statement expires five years from the date it was filed in the office of the County Clerk. A new Fictitious Business Name Statement must be filed prior to that date. The filing of this statement does not of itself authorize the use in this state of a Fictitious Business Name in violation of the rights of another under Federal, State, or common law (See section 14411 et seq. Business and Professions Code)Publish: Mountain Views News Dates Pub: Feb. 07, 14, 21, 28, 2015 [1034, 246, 1274, 436]
notice-text [777, 130, 1018, 341]
notice-heading: FICTITIOUS BUSINESS NAME STATEMENT File No. 2015-030576 [777, 1580, 1018, 1601]
notice-body: The following person(s) is (are) doing business as: THEBEAUTY SERVICES, 791 MARYLAND AVE. (REAR) #1, CLAREMONT, CA 91711. Full name of registrant(s) is (are) COMMUNITY BEAUTY SERVICES, INC., 791 MARYLAND AVE. (REAR) #1, CLAREMONT, CA 91711. This business is conducted by: A CORPORATION. Signed: DAISY MALDONADO. This statement was filed with the County Clerk of Los Angeles County on 02/05/2015. The registrant(s) has (have) commenced to transact business under the fictitious business name or names listed above on N/A. NOTICE- This Fictitious Name Statement expires five years from the date it was filed in the office of the County Clerk. A new Fictitious Business Name Statement must be filed prior to that date. The filing of this statement does not of itself authorize the use in this state of a Fictitious Business Name in violation of the rights of another under Federal, State, or common law (See section 14411 et seq. Business and Professions Code)Publish: Mountain Views News Dates Pub: Feb. 07, 14, 21, 28, 2015 [1291, 644, 1531, 844]
legal-notice [7, 764, 248, 964]
notice-text [521, 989, 761, 1200]
notice-text [777, 1784, 1018, 1954]
notice-heading: FICTITIOUS BUSINESS NAME STATEMENT File No. 2015-029819 [264, 2013, 504, 2035]
legal-notice [777, 345, 1018, 545]
notice-heading: FILE NO. 2015-026220 STATEMENT OF ABANDONMENT OF USE OF FICTITIOUS BUSINESS NAME [777, 1956, 1018, 1988]
notice-body: The following person(s) is (are) doing business as: PRAISE CHAPEL OF FAITH, 5317 N. FIGUEROA ST., LOS ANGELES, CA 90042. Full name of registrant(s) is (are) PRAISE CHAPEL OF FAITH, INC., 5317 N. FIGUEROA ST., LOS ANGELES, CA 90042. This business is conducted by: A CORPORATION. Signed: CESAR RIVERA VARA. This statement was filed with the County Clerk of Los Angeles County on 02/05/2015. The registrant(s) has (have) commenced to transact business under the fictitious business name or names listed above on N/A. NOTICE- This Fictitious Name Statement expires five years from the date it was filed in the office of the County Clerk. A new Fictitious Business Name Statement must be filed prior to that date. The filing of this statement does not of itself authorize the use in this state of a Fictitious Business Name in violation of the rights of another under Federal, State, or common law (See section 14411 et seq. Business and Professions Code)Publish: Mountain Views News Dates Pub: Feb. 14, 21, 28, March 07, 2015 [264, 1611, 504, 1802]
notice-text [1034, 1679, 1274, 1879]
legal-notice [264, 947, 504, 1158]
notice-heading: FICTITIOUS BUSINESS NAME STATEMENT File No. 2015-036839 [264, 946, 504, 968]
notice-heading: FICTITIOUS BUSINESS NAME STATEMENT File No. 2015-036573 [7, 1590, 248, 1612]
notice-body: The following person(s) is (are) doing business as: DE DIOS DAVILA VILLA, 1627 E. 6TH ST., LONG BEACH, CA 90802. Full name of registrant(s) is (are) JUAN DE DIOS DAVILA VILLA, 1627 E. 6TH ST., LONG BEACH, CA 90802. This business is conducted by: AN INDIVIDUAL. Signed: JUAN DE DIOS DAVILA VILLA. This statement was filed with the County Clerk of Los Angeles County on 02/03/2015. [1291, 1062, 1531, 1147]
notice-body: The following person(s) is (are) doing business as: BM TRANSPORTATION, 1322 CHESTER AVE., INGLEWOOD, CA 90302. Full name of registrant(s) is (are) ADRIENNE SWINSON-MCINTYRE, 1322 CHESTER AVE., INGLEWOOD, CA 90302. This business is conducted by: AN INDIVIDUAL. Signed: ADRIENNE SWINSON-MCINTYRE. This statement was filed with the County Clerk of Los Angeles County on 02/04/2015. The registrant(s) has (have) commenced to transact business under the fictitious business name or names listed above on N/A. NOTICE- This Fictitious Name Statement expires five years from the date it was filed in the office of the County Clerk. A new Fictitious Business Name Statement must be filed prior to that date. The filing of this statement does not of itself authorize the use in this state of a Fictitious Business Name in violation of the rights of another under Federal, State, or common law (See section 14411 et seq. Business and Professions Code)Publish: Mountain Views News Dates Pub: Feb. 07, 14, 21, 28, 2015 [1034, 95, 1531, 2355]
legal-notice [521, 1204, 761, 1415]
notice-body: The following person(s) is (are) doing business as: TRIPLE J'S CHICKEN AND GOLD, 1820 N. LONG BEACH BLVD. STE. 1, COMPTON, CA 90221. Full name of registrant(s) is (are) AMJAD NIZAR HARZALLAH, 1820 N. LONG BEACH BLVD. STE. 1, COMPTON, CA 90221. This business is conducted by: AN INDIVIDUAL. Signed: AMJAD NIZAR HARZALLAH. This statement was filed with the County Clerk of Los Angeles County on 02/12/2015. The registrant(s) has (have) commenced to transact business under the fictitious business name or names listed above on N/A. NOTICE- This Fictitious Name Statement expires five years from the date it was filed in the office of the County Clerk. A new Fictitious Business Name Statement must be filed prior to that date. The filing of this statement does not of itself authorize the use in this state of a Fictitious Business Name in violation of the rights of another under Federal, State, or common law (See section 14411 et seq. Business and Professions Code)Publish: Mountain Views News Dates Pub: Feb. 14, 21, 28, March 07, 2015 [7, 95, 504, 2355]
legal-notice [264, 2014, 504, 2214]
legal-notice [521, 1978, 761, 2179]
legal-notice [777, 1957, 1018, 2127]
notice-text [777, 1377, 1018, 1577]
notice-text [521, 1763, 761, 1975]
notice-text [1034, 1884, 1274, 2074]
notice-body: The following person(s) is (are) doing business as: TORCH LOGISTICS, 17827 TAJIBO CT., ADELANTO, CA 92301. Full name of registrant(s) is (are) MARIA ROSALIA LEVVA, 17827 TAJIBO CT., ADELANTO, CA 92301. This business is conducted by: AN INDIVIDUAL. Signed: MARIA ROSALIA LEVVA. This statement was filed with the County Clerk of Los Angeles County on 02/03/2015. The registrant(s) has (have) commenced to transact business under the fictitious business name or names listed above on 01/01/2014. NOTICE- This Fictitious Name Statement expires five years from the date it was filed in the office of the County Clerk. A new Fictitious Business Name Statement must be filed prior to that date. The filing of this statement does not of itself authorize the use in this state of a Fictitious Business Name in violation of the rights of another under Federal, State, or common law (See section 14411 et seq. Business and Professions Code)Publish: Mountain Views News Dates Pub: Feb. 14, 21, 28, March 07, 2015 [777, 559, 1018, 749]
notice-heading: FICTITIOUS BUSINESS NAME STATEMENT File No. 2015-031972 [1034, 654, 1274, 676]
notice-body: The following person(s) is (are) doing business as: RUNNERS HIGH, 4416 E. STEARNS ST., LONG BEACH, CA 90815. Full name of registrant(s) is (are) RUNNERS HIGH, INC., 4416 E. STEARNS ST., LONG BEACH, CA 90815. This business is conducted by: A CORPORATION. Signed: JOSHUA K. DETT. This statement was filed with the County Clerk of Los Angeles County on 02/03/2015. The registrant(s) has (have) commenced to transact business under the fictitious business name or names listed above on 01/19/1991. NOTICE- This Fictitious Name Statement expires five years from the date it was filed in the office of the County Clerk. A new Fictitious Business Name Statement must be filed prior to that date. The filing of this statement does not of itself authorize the use in this state of a Fictitious Business Name in violation of the rights of another under Federal, State, or common law (See section 14411 et seq. Business and Professions Code)Publish: Mountain Views News Dates Pub: Feb. 14, 21, 28, March 07, 2015 [521, 387, 761, 577]
notice-heading: FICTITIOUS BUSINESS NAME STATEMENT File No. 2015-027497 [521, 1204, 761, 1224]
notice-text [521, 376, 761, 576]
notice-text [7, 1999, 248, 2147]
notice-body: The following person(s) is (are) doing business as: SOUTH WEST PET SERVICE, LLC, 915 S. VECINO DR., GLENDORA, CA 91740. Full name of registrant(s) is (are) SOUTH WEST PET SERVICE, LLC, 915 S. VECINO DR., GLENDORA, CA 91740. This business is conducted by: A LIMITED LIABILITY COMPANY. Signed: AKI TSUNODA HANSON. This statement was filed with the County Clerk of Los Angeles County on 02/02/2015. The registrant(s) has (have) commenced to transact business under the fictitious business name or names listed above on N/A. NOTICE- This Fictitious Name Statement expires five years from the date it was filed in the office of the County Clerk. A new Fictitious Business Name Statement must be filed prior to that date. The filing of this statement does not of itself authorize the use in this state of a Fictitious Business Name in violation of the rights of another under Federal, State, or common law (See section 14411 et seq. Business and Professions Code)Publish: Mountain Views News Dates Pub: Feb. 14, 21, 28, March 07, 2015 [521, 1214, 761, 1415]
notice-body: The following person(s) is (are) doing business as: OSSCOL NOVELTY, 1905 E. KELLEY DR., RANCHO DOMINGUEZ, CA 90220. Full name of registrant(s) is (are) KEVIN ANDREW SAMANIEGO, 1905 E. KELLEY DR., RANCHO DOMINGUEZ, CA 90220. This business is conducted by: AN INDIVIDUAL. Signed: KEVIN ANDREW SAMANIEGO. This statement was filed with the County Clerk of Los Angeles County on 02/04/2015. The registrant(s) has (have) commenced to transact business under the fictitious business name or names listed above on N/A. NOTICE- This Fictitious Name Statement expires five years from the date it was filed in the office of the County Clerk. A new Fictitious Business Name Statement must be filed prior to that date. The filing of this statement does not of itself authorize the use in this state of a Fictitious Business Name in violation of the rights of another under Federal, State, or common law (See section 14411 et seq. Business and Professions Code)Publish: Mountain Views News Dates Pub: Feb. 14, 21, 28, March 07, 2015 [264, 957, 504, 1158]
legal-notice [7, 1172, 248, 1383]
notice-heading: FICTITIOUS BUSINESS NAME STATEMENT File No. 2015-029238 [521, 580, 761, 602]
notice-heading: FICTITIOUS BUSINESS NAME STATEMENT File No. 2015-032297 [1291, 848, 1531, 869]
notice-body: The following person(s) is (are) doing business as: RUNNERS HIGH, 5346 E. 2ND ST., LONG BEACH, CA 90803. Full name of registrant(s) is (are) RUNNERS HIGH, INC., 4416 E. STEARNS ST., LONG BEACH, CA 90815. This business is conducted by: A CORPORATION. Signed: JOSHUA K. DETT. This statement was filed with the County Clerk of Los Angeles County on 02/03/2015. The registrant(s) has (have) commenced to transact business under the fictitious business name or names listed above on N/A. NOTICE- This Fictitious Name Statement expires five years from the date it was filed in the office of the County Clerk. A new Fictitious Business Name Statement must be filed prior to that date. The filing of this statement does not of itself authorize the use in this state of a Fictitious Business Name in violation of the rights of another under Federal, State, or common law (See section 14411 et seq. Business and Professions Code)Publish: Mountain Views News Dates Pub: Feb. 14, 21, 28, March 07, 2015 [521, 591, 761, 781]
notice-text [264, 1601, 504, 1802]
notice-heading: FICTITIOUS BUSINESS NAME STATEMENT File No. 2015-031533 [264, 1161, 504, 1183]
legal-notice [7, 1591, 248, 1792]
notice-body: The following person(s) is (are) doing business as: SELECT GLASS, 18875 HONORE ST., ROWLAND HTS., CA 91748. Full name of registrant(s) is (are) RAMON RODRIGUEZ, 18875 HONORE ST., ROWLAND HTS., CA 91748. This business is conducted by: AN INDIVIDUAL. Signed: RAMON RODRIGUEZ. This statement was filed with the County Clerk of Los Angeles County on 02/03/2015. The registrant(s) has (have) commenced to transact business under the fictitious business name or names listed above on N/A. NOTICE- This Fictitious Name Statement expires five years from the date it was filed in the office of the County Clerk. A new Fictitious Business Name Statement must be filed prior to that date. The filing of this statement does not of itself authorize the use in this state of a Fictitious Business Name in violation of the rights of another under Federal, State, or common law (See section 14411 et seq. Business and Professions Code)Publish: Mountain Views News Dates Pub: Feb. 14, 21, 28, March 07, 2015 [521, 795, 761, 985]
notice-text [264, 1162, 504, 1362]
notice-heading: FICTITIOUS BUSINESS NAME STATEMENT File No. 2015-029897 [521, 989, 761, 1010]
legal-notice [777, 968, 1018, 1168]
notice-text [777, 968, 1018, 1168]
legal-notice [264, 1162, 504, 1362]
notice-body: The following person(s) is (are) doing business as: TITO TRUCKING, 761 E. 69TH ST., LONG BEACH, CA 90007. Full name of registrant(s) is (are) PRUDENCIO MUNOZ RIVERA, 761 E. 69TH ST., LONG BEACH, CA 90007. This business is conducted by: AN INDIVIDUAL. Signed: PRUDENCIO MUNOZ RIVERA. This statement was filed with the County Clerk of Los Angeles County on 02/03/2015. The registrant(s) has (have) commenced to transact business under the fictitious business name or names listed above on N/A. NOTICE- This Fictitious Name Statement expires five years from the date it was filed in the office of the County Clerk. A new Fictitious Business Name Statement must be filed prior to that date. The filing of this statement does not of itself authorize the use in this state of a Fictitious Business Name in violation of the rights of another under Federal, State, or common law (See section 14411 et seq. Business and Professions Code)Publish: Mountain Views News Dates Pub: Feb. 14, 21, 28, March 07, 2015 [777, 355, 1018, 545]
notice-text [7, 549, 248, 760]
notice-heading: FICTITIOUS BUSINESS NAME STATEMENT File No. 2015-029830 [521, 785, 761, 806]
notice-text [264, 162, 504, 362]
footer-address: 80 W Sierra Madre Blvd. No. 327 Sierra Madre, Ca. 91024 [185, 2380, 563, 2395]
legal-notice [1291, 225, 1531, 425]
notice-heading: FICTITIOUS BUSINESS NAME STATEMENT File No. 2015-039076 [264, 742, 504, 764]
notice-body: The following person(s) is (are) doing business as: RESULTS TRAINING, 6516 ARTESIA BLVD., REDONDO BEACH, CA 90278. Full name of registrant(s) is (are) JIHO LEE, 2205 PULLMAN LN UNIT B, REDONDO BEACH, CA 90278. This business is conducted by: AN INDIVIDUAL. Signed: JOHNNY ALONZO DIAZ. This statement was filed with the County Clerk of Los Angeles County on 02/03/2015. The registrant(s) has (have) commenced to transact business under the fictitious business name or names listed above on N/A. NOTICE- This Fictitious Name Statement expires five years from the date it was filed in the office of the County Clerk. A new Fictitious Business Name Statement must be filed prior to that date. The filing of this statement does not of itself authorize the use in this state of a Fictitious Business Name in violation of the rights of another under Federal, State, or common law (See section 14411 et seq. Business and Professions Code)Publish: Mountain Views News Dates Pub: Feb. 14, 21, 28, March 07, 2015 [264, 2024, 504, 2214]
notice-heading: FICTITIOUS BUSINESS NAME STATEMENT File No. 2015-029240 [521, 376, 761, 398]
notice-body: The following person(s) is (are) doing business as: SKINN ENTERTAINMENT, 2703 W. 78TH PL., INGLEWOOD, CA 90305. Full name of registrant(s) is (are) ALLEN KOLLIE, 2703 W. 78TH PL., INGLEWOOD, CA 90305; ASHLEE EDDIE LEE BELL, 2703 W. 78TH PL., INGLEWOOD, CA 90305. This business is conducted by: CO-PARTNERS. Signed: EDDIE LEE BELL JR. This statement was filed with the County Clerk of Los Angeles County on 02/03/2015. The registrant(s) has (have) commenced to transact business under the fictitious business name or names listed above on 01/05/2002. NOTICE- This Fictitious Name Statement expires five years from the date it was filed in the office of the County Clerk. A new Fictitious Business Name Statement must be filed prior to that date. The filing of this statement does not of itself authorize the use in this state of a Fictitious Business Name in violation of the rights of another under Federal, State, or common law (See section 14411 et seq. Business and Professions Code)Publish: Mountain Views News Dates Pub: Feb. 14, 21, 28, March 07, 2015 [521, 999, 761, 1200]
notice-text [777, 549, 1018, 749]
notice-heading: FICTITIOUS BUSINESS NAME STATEMENT File No. 2015-029115 [1034, 235, 1274, 257]
notice-heading: FICTITIOUS BUSINESS NAME STATEMENT File No. 2015-025999 [1034, 1475, 1274, 1496]
notice-heading: FICTITIOUS BUSINESS NAME STATEMENT File No. 2015-029903 [1291, 1052, 1531, 1073]
legal-notice [264, 1366, 504, 1598]
legal-notice [7, 549, 248, 760]
notice-heading: FICTITIOUS BUSINESS NAME STATEMENT File No. 2015-032251 [264, 1366, 504, 1387]
notice-heading: FICTITIOUS BUSINESS NAME STATEMENT File No. 2015-037569 [264, 161, 504, 183]
legal-notice [264, 743, 504, 943]
notice-body: The following person(s) is (are) doing business as: TERRANOVA STUDIO, 6030 EASTERN AVE., BELL GARDENS, CA 90201. Full name of registrant(s) is (are) MAGDA LOPEZ, 6030 EASTERN AVE., BELL GARDENS, CA 90201. This business is conducted by: AN INDIVIDUAL. Signed: MAGDA LOPEZ. This statement was filed with the County Clerk of Los Angeles County on 02/06/2015. The registrant(s) has (have) commenced to transact business under the fictitious business name or names listed above on N/A. NOTICE- This Fictitious Name Statement expires five years from the date it was filed in the office of the County Clerk. A new Fictitious Business Name Statement must be filed prior to that date. The filing of this statement does not of itself authorize the use in this state of a Fictitious Business Name in violation of the rights of another under Federal, State, or common law (See section 14411 et seq. Business and Professions Code)Publish: Mountain Views News Dates Pub: Feb. 14, 21, 28, March 07, 2015 [7, 1397, 248, 1587]
notice-heading: FICTITIOUS BUSINESS NAME STATEMENT File No. 2015-028895 [777, 129, 1018, 151]
legal-notice [1034, 1884, 1274, 2074]
notice-text [777, 1957, 1018, 2127]
notice-heading: FICTITIOUS BUSINESS NAME STATEMENT File No. 2015-029618 [777, 548, 1018, 570]
legal-notice [264, 1805, 504, 1975]
notice-text [777, 345, 1018, 545]
notice-body: The following person(s) is (are) doing business as: SLIDER DOGS, 1609 W. SHORB ST. #B, ALHAMBRA, CA 91803. Full name of registrant(s) is (are) YUELING LIU, 1609 W. SHORB ST. #B, ALHAMBRA, CA 91803. This business is conducted by: AN INDIVIDUAL. Signed: YUELING LIU. This statement was filed with the County Clerk of Los Angeles County on 02/11/2015. The registrant(s) has (have) commenced to transact business under the fictitious business name or names listed above on 02/12/2015. NOTICE- This Fictitious Name Statement expires five years from the date it was filed in the office of the County Clerk. A new Fictitious Business Name Statement must be filed prior to that date. The filing of this statement does not of itself authorize the use in this state of a Fictitious Business Name in violation of the rights of another under Federal, State, or common law (See section 14411 et seq. Business and Professions Code)Publish: Mountain Views News Dates Pub: Feb. 14, 21, 28, March 07, 2015 [7, 978, 248, 1168]
notice-text [1291, 634, 1531, 845]
notice-heading: FICTITIOUS BUSINESS NAME STATEMENT File No. 2015-026425 [1034, 440, 1274, 461]
section-title: LEGAL NOTICES [339, 0, 834, 64]
legal-notice [7, 968, 248, 1168]
notice-body: The following person(s) is (are) doing business as: TRUXTONS AMERICAN BISTRO, 8611 TRUXTON AVE., L.A., CA 90045. Full name of registrant(s) is (are) TRUXIE AMERICAN BISTRO, LLC, 8611 TRUXTON AVE., L.A., CA 90045. This business is conducted by: A LIMITED LIABILITY COMPANY. Signed: TIMOTHY FOLEY. This statement was filed with the County Clerk of Los Angeles County on 02/11/2015. The registrant(s) has (have) commenced to transact business under the fictitious business name or names listed above on 03/07/2006. NOTICE- This Fictitious Name Statement expires five years from the date it was filed in the office of the County Clerk. A new Fictitious Business Name Statement must be filed prior to that date. The filing of this statement does not of itself authorize the use in this state of a Fictitious Business Name in violation of the rights of another under Federal, State, or common law (See section 14411 et seq. Business and Professions Code)Publish: Mountain Views News Dates Pub: Feb. 14, 21, 28, March 07, 2015 [264, 172, 504, 362]
notice-body: The following person(s) is (are) doing business as: THE OCEAN FLOOR, 1013 GRISLEY RD., PALMDALE, CA 93550. Full name of registrant(s) is (are) ARLA KATHLEEN WEBBER, 4237 WILLOW TRAIL, FRAZIER PARK, CA 93225. This business is conducted by: AN INDIVIDUAL. Signed: ARLA KATHLEEN WEBBER. This statement was filed with the County Clerk of Los Angeles County on 02/04/2015. The registrant(s) has (have) commenced to transact business under the fictitious business name or names listed above on N/A. NOTICE- This Fictitious Name Statement expires five years from the date it was filed in the office of the County Clerk. A new Fictitious Business Name Statement must be filed prior to that date. The filing of this statement does not of itself authorize the use in this state of a Fictitious Business Name in violation of the rights of another under Federal, State, or common law (See section 14411 et seq. Business and Professions Code)Publish: Mountain Views News Dates Pub: Feb. 14, 21, 28, March 07, 2015 [521, 95, 1018, 2352]
legal-notice [521, 1763, 761, 1975]
legal-notice [1034, 440, 1274, 651]
legal-notice [777, 1580, 1018, 1781]
notice-heading: FICTITIOUS BUSINESS NAME STATEMENT File No. 2015-029819 [264, 2217, 504, 2239]
notice-text [7, 1387, 248, 1587]
notice-text [521, 172, 761, 372]
notice-body: under Federal, State, or common law (See section 14411 et seq. Business and Professions Code)Publish: Mountain Views News Dates Pub: Feb. 14, 21, 28, March 07, 2015 [264, 1977, 504, 2010]
legal-notice [521, 581, 761, 781]
notice-heading: FICTITIOUS BUSINESS NAME STATEMENT File No. 2015-029586 [1034, 1062, 1274, 1084]
notice-body: The following person(s) is (are) doing business as: TAPIA-GUTIERREZ'S MASTERS IMMIGRATION SERVICES, 3735 W. 227TH ST., TORRANCE, CA 90505. Full name of registrant(s) is (are) SILVIA BUITRON VIOLETA, 3735 W. 227TH ST., TORRANCE, CA 90505. This business is conducted by: A GENERAL PARTNERSHIP. Signed: SILVIA BUITRON VIOLETA. This statement was filed with the County Clerk of Los Angeles County on 02/06/2015. The registrant(s) has (have) commenced to transact business under the fictitious business name or names listed above on N/A. NOTICE- This Fictitious Name Statement expires five years from the date it was filed in the office of the County Clerk. A new Fictitious Business Name Statement must be filed prior to that date. The filing of this statement does not of itself authorize the use in this state of a Fictitious Business Name in violation of the rights of another under Federal, State, or common law (See section 14411 et seq. Business and Professions Code)Publish: Mountain Views News Dates Pub: Feb. 14, 21, 28, March 07, 2015 [7, 1182, 248, 1383]
notice-text [521, 1978, 761, 2179]
legal-notice [521, 1418, 761, 1619]
notice-body: The following person(s) JOSE A. ULLOA, 3451 BOUNDARY AVE., LA MIRADA, CA; ADAIR ST. #1, L.A., CA 90001, has/have abandoned the use of the fictitious business name: AVALON TIRES, 8000 AVALON BLVD., L.A., CA 90003. The fictitious business name referred to above was filed on 06/28/2010, in the County of Los Angeles. The original file number of 20100087566. This business was conducted by: AN INDIVIDUAL. This statement was filed with the County Clerk of Los Angeles on 02/03/2015. The business information in this statement is true and correct. (A registrant who declares as true information which he or she knows to be false, is guilty of a crime.) SIGNED: JOSE A. ULLOA, OWNER. Publish: Mountain Views News Dates Pub: Feb. 14, 21, 28, March 07, 2015 [777, 1805, 1018, 1954]
notice-body: The following person(s) is (are) doing business as: TAQUERIA EL JEFE, 2890 N. GAREY AVE. STE C, POMONA, CA 91767. Full name of registrant(s) is (are) SARA PEREZ LARA, 2435 HAVEN RIDGE RD., POMONA, CA 91767; MIGUEL PEREZ LARA, 2435 HAVEN RIDGE RD., POMONA, CA 91767. This business is conducted by: A GENERAL PARTNERSHIP. Signed: MIGUEL PEREZ LARA. This statement was filed with the County Clerk of Los Angeles County on 02/03/2015. The registrant(s) has (have) commenced to transact business under the fictitious business name or names listed above on N/A. NOTICE- This Fictitious Name Statement expires five years from the date it was filed in the office of the County Clerk. A new Fictitious Business Name Statement must be filed prior to that date. The filing of this statement does not of itself authorize the use in this state of a Fictitious Business Name in violation of the rights of another under Federal, State, or common law (See section 14411 et seq. Business and Professions Code)Publish: Mountain Views News Dates Pub: Feb. 14, 21, 28, March 07, 2015 [521, 1773, 761, 1975]
legal-notice [777, 753, 1018, 964]
notice-text [1034, 1475, 1274, 1675]
footer-fax: Fax: 626.609.3285 [742, 2380, 864, 2395]
legal-notice [1034, 1475, 1274, 1675]
legal-notice [1034, 655, 1274, 855]
notice-heading: FICTITIOUS BUSINESS NAME STATEMENT File No. 2015-027971 [1291, 429, 1531, 450]
legal-notice [777, 1784, 1018, 1954]
notice-text [7, 140, 248, 340]
legal-notice [1034, 1267, 1274, 1394]
notice-body: The following person(s) is (are) doing business as: RUSH CONSTRUCTION, 20319 TAJAUTA AVE., CARSON, CA 90746. Full name of registrant(s) is (are) THERESA RUTH JOHNSON, 20319 TAJAUTA AVE., CARSON, CA 90746. This business is conducted by: AN INDIVIDUAL. Signed: THERESA RUTH JOHNSON. This statement was filed with the County Clerk of Los Angeles County on 02/06/2015. The registrant(s) has (have) commenced to transact business under the fictitious business name or names listed above on N/A. NOTICE- This Fictitious Name Statement expires five years from the date it was filed in the office of the County Clerk. A new Fictitious Business Name Statement must be filed prior to that date. The filing of this statement does not of itself authorize the use in this state of a Fictitious Business Name in violation of the rights of another under Federal, State, or common law (See section 14411 et seq. Business and Professions Code)Publish: Mountain Views News Dates Pub: Feb. 14, 21, 28, March 07, 2015 [7, 355, 248, 545]
notice-text [7, 968, 248, 1168]
notice-text [1034, 440, 1274, 651]
legal-notice [1034, 1397, 1274, 1471]
notice-heading: FICTITIOUS BUSINESS NAME STATEMENT File No. 2015-035368 [7, 763, 248, 785]
notice-body: The following person(s) is (are) doing business as: WRIGHT POWER NATION, 4403 MAYBANK AVE., LAKEWOOD, CA 90712. Full name of registrant(s) is (are) EDNA VILLARREAL, 4403 MAYBANK AVE., LAKEWOOD, CA 90712. This business is conducted by: AN INDIVIDUAL. Signed: EDNA VILLARREAL. This statement was filed with the County Clerk of Los Angeles County on 01/30/2015. The registrant(s) has (have) commenced to transact business under the fictitious business name or names listed above on N/A. NOTICE- This Fictitious Name Statement expires five years from the date it was filed in the office of the County Clerk. A new Fictitious Business Name Statement must be filed prior to that date. The filing of this statement does not of itself authorize the use in this state of a Fictitious Business Name in violation of the rights of another under Federal, State, or common law (See section 14411 et seq. Business and Professions Code)Publish: Mountain Views News Dates Pub: Feb. 14, 21, 28, March 07, 2015 [777, 1182, 1018, 1373]
legal-notice [1034, 236, 1274, 436]
notice-text [264, 2014, 504, 2214]
notice-heading: FICTITIOUS BUSINESS NAME STATEMENT File No. 2015-037297 [264, 365, 504, 387]
legal-notice [1034, 2077, 1274, 2277]
notice-body: The following person(s) is (are) doing business as: PAUDI EXPRESS WASH 2, 8843 IMPERIAL HWY., DOWNEY, CA 90242. Full name of registrant(s) is (are) PETROSON ENTERPRISES, INC., 8843 IMPERIAL HWY., DOWNEY, CA 90242. This business is conducted by: A CORPORATION. Signed: EDWARD OSON. This statement was filed with the County Clerk of Los Angeles County on 02/02/2015. The registrant(s) has (have) commenced to transact business under the fictitious business name or names listed above on 01/01/2015. NOTICE- This Fictitious Name Statement expires five years from the date it was filed in the office of the County Clerk. A new Fictitious Business Name Statement must be filed prior to that date. The filing of this statement does not of itself authorize the use in this state of a Fictitious Business Name in violation of the rights of another under Federal, State, or common law (See section 14411 et seq. Business and Professions Code)Publish: Mountain Views News Dates Pub: Feb. 07, 14, 21, 28, 2015 [777, 95, 1274, 2355]
legal-notice [264, 570, 504, 739]
legal-notice [1034, 1062, 1274, 1263]
notice-text [1034, 1062, 1274, 1263]
notice-body: The following person(s) is (are) doing business as: PRS SARAIN NOOKLE HOUSE, 3393 LA BELLE AVE., LOS ANGELES, CA 90008. Full name of registrant(s) is (are) PRO 2012, 2771 E. OSSBORNE AVE., ANAHEIM, CA 92806. This business is conducted by: A CORPORATION. Signed: THANHDUONG NGUYEN. This statement was filed with the County Clerk of Los Angeles County on 02/06/2015. The registrant(s) has (have) commenced to transact business under the fictitious business name or names listed above on N/A. NOTICE- This Fictitious Name Statement expires five years from the date it was filed in the office of the County Clerk. A new Fictitious Business Name Statement must be filed prior to that date. The filing of this statement does not of itself authorize the use in this state of a Fictitious Business Name in violation of the rights of another under Federal, State, or common law (See section 14411 et seq. Business and Professions Code)Publish: Mountain Views News Dates Pub: Feb. 14, 21, 28, March 07, 2015 [264, 1172, 504, 1362]
legal-notice [264, 162, 504, 362]
notice-body: The following person(s) JOSE URTIZ, 124 E. 12TH ST., L.A., CA 90061, has/have abandoned the use of the fictitious business name: UNIVERSAL COMPUTER TABLET FURNITURE, 3231 CENTURY BLVD., L.A., CA 90061. The fictitious business name referred to above was filed on 07/28/2014, in the County of Los Angeles. The original file number of 2014204162. This business was conducted by: AN INDIVIDUAL. This statement was filed with the County Clerk of Los Angeles on 02/03/2015. The business information in this statement is true and correct. (A registrant who declares as true information which he or she knows to be false, is guilty of a crime.) SIGNED: JOSE URTIZ, OWNER. Publish: Mountain Views News Dates Pub: Feb. 14, 21, 28, March 07, 2015 [777, 2150, 1019, 2288]
notice-text [521, 1204, 761, 1415]
notice-text [7, 345, 248, 545]
legal-notice [7, 2150, 248, 2203]
